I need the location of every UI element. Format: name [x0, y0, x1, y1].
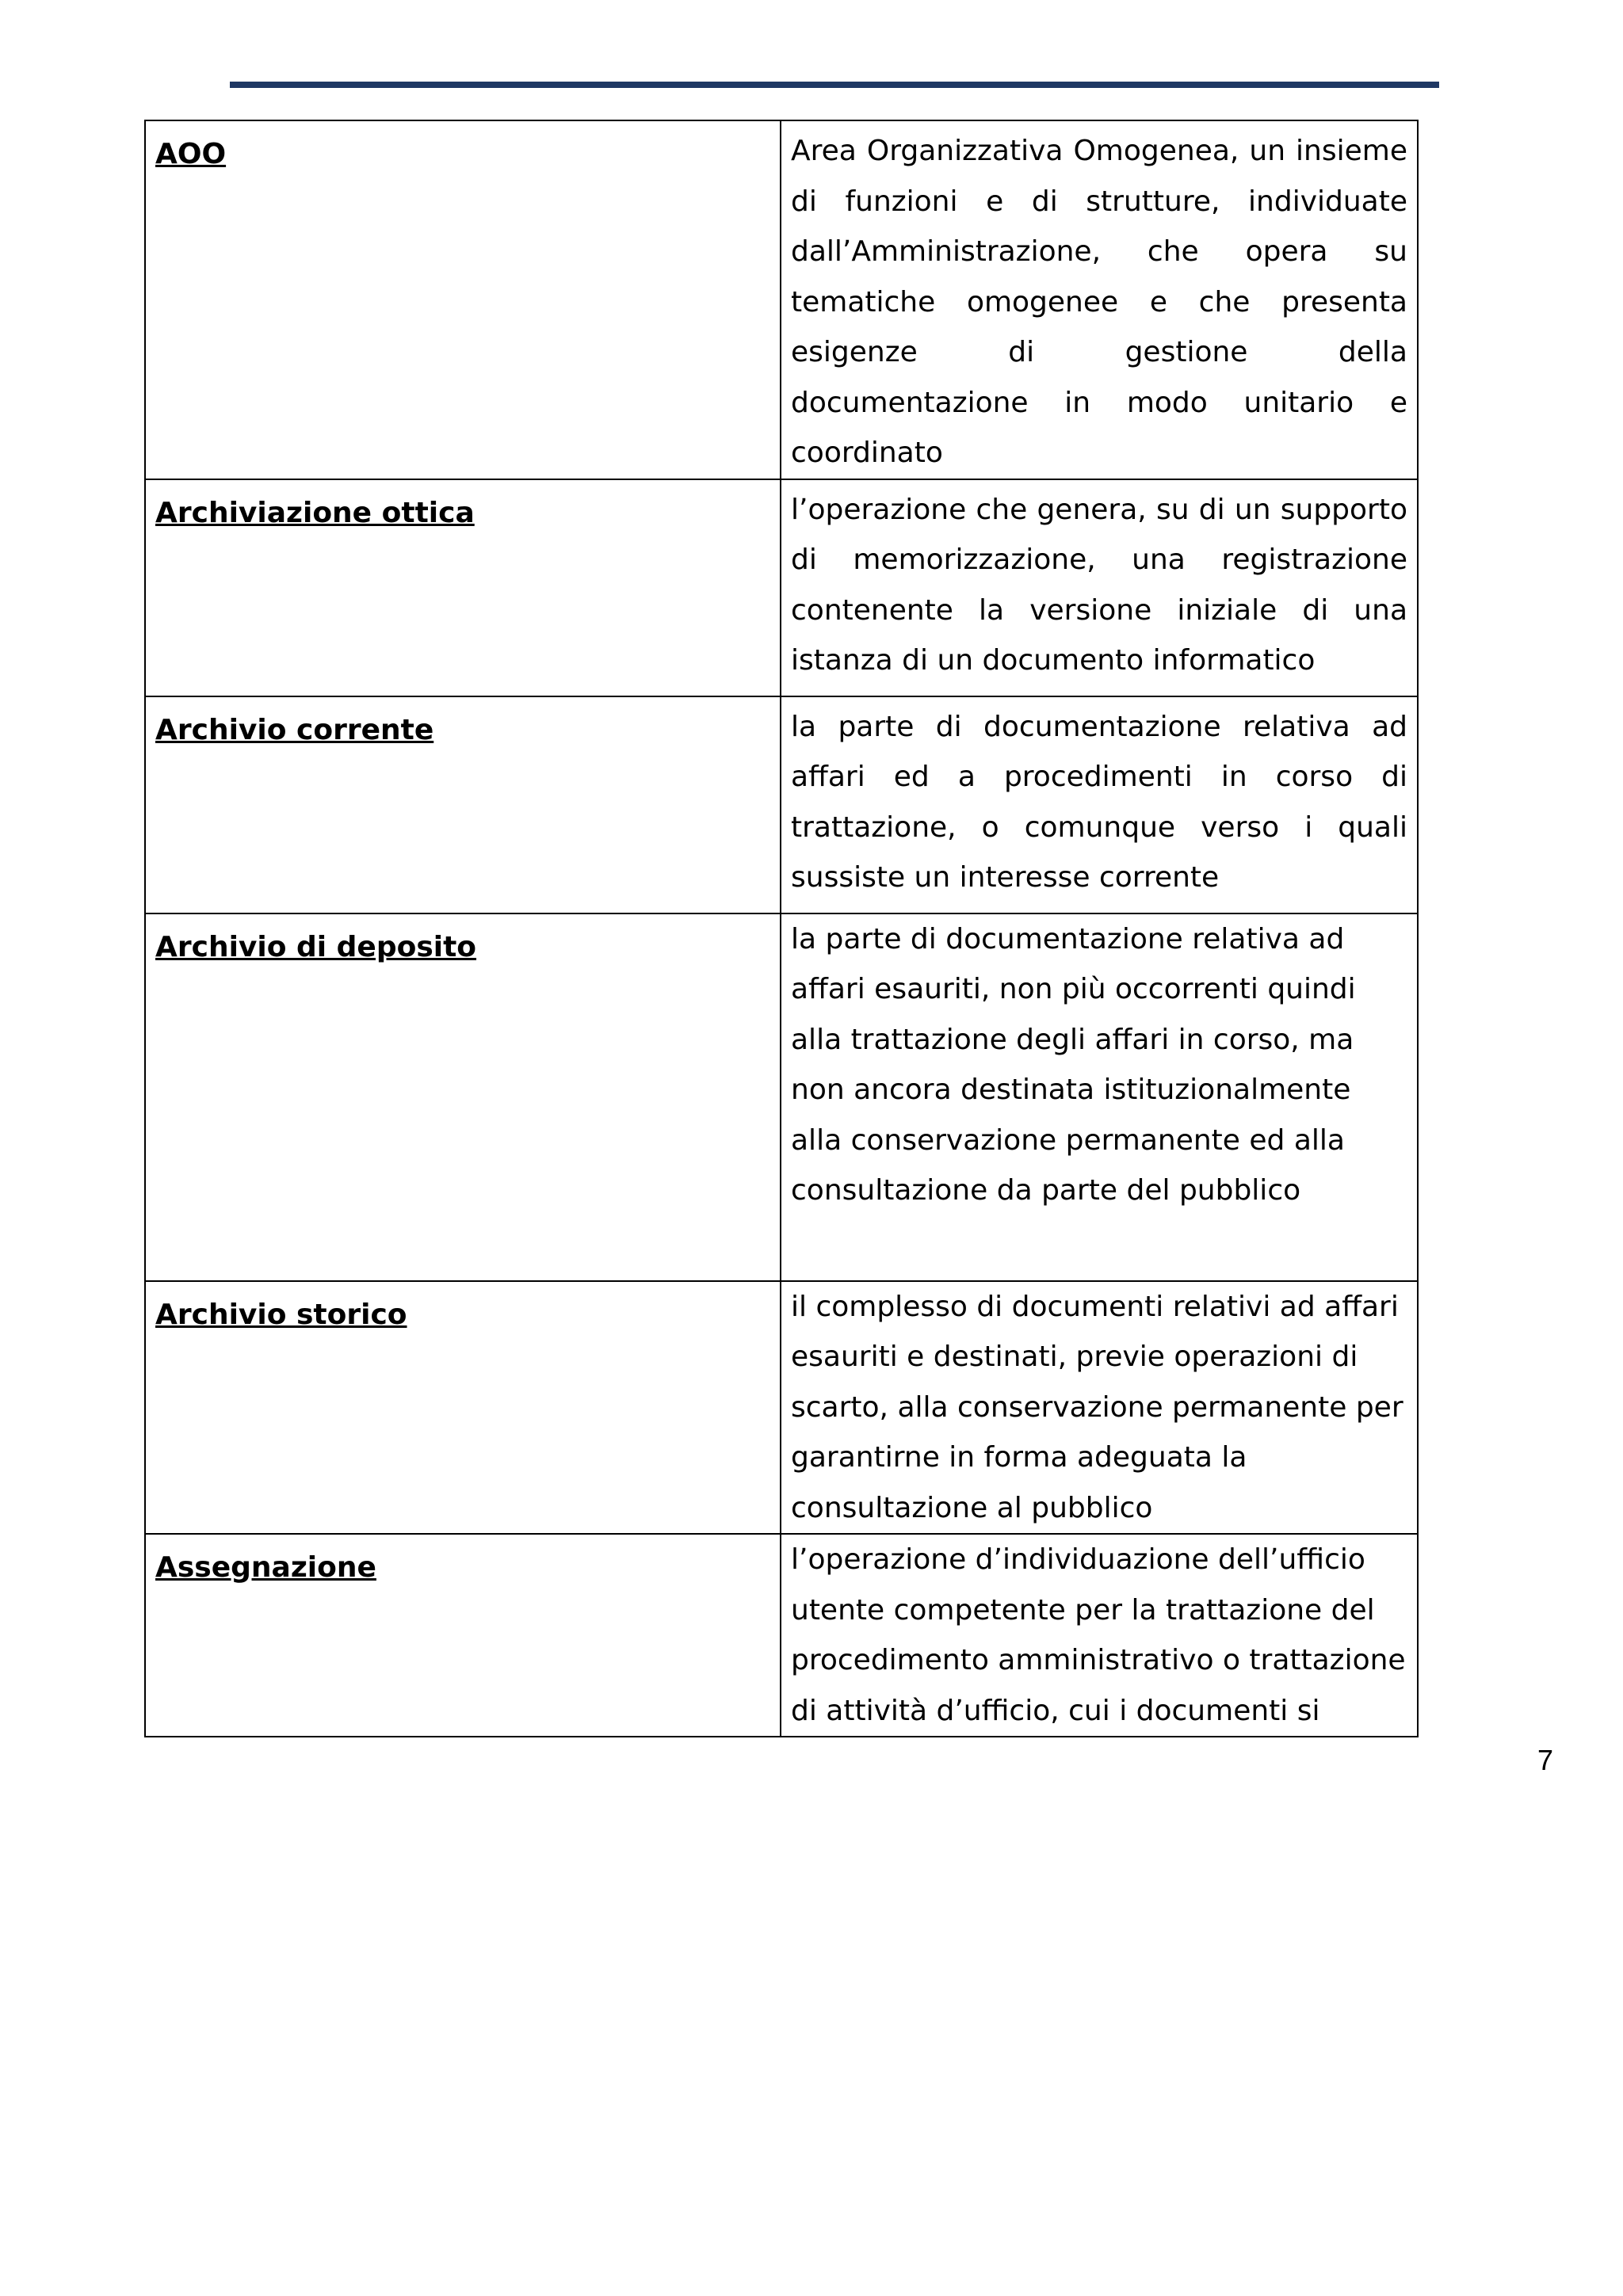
definition-cell — [781, 1281, 1418, 1535]
term-cell — [145, 913, 781, 1281]
table-row — [145, 120, 1418, 479]
glossary-definition: la parte di documentazione relativa ad affari esauriti, non più occorrenti quindi alla trattazione degli affari in corso, ma non ancora destinata istituzionalmente alla conservazione permanente ed alla consultazione da parte del pubblico — [791, 922, 1356, 1207]
header-rule — [230, 82, 1439, 88]
definition-cell — [781, 120, 1418, 479]
glossary-term: Archivio di deposito — [155, 930, 477, 963]
glossary-definition: la parte di documentazione relativa ad affari ed a procedimenti in corso di trattazione, o comunque verso i quali sussiste un interesse corrente — [791, 710, 1407, 894]
glossary-definition: l’operazione d’individuazione dell’ufficio utente competente per la trattazione del procedimento amministrativo o trattazione di attività d’ufficio, cui i documenti si — [791, 1543, 1406, 1727]
term-cell — [145, 1281, 781, 1535]
glossary-term: Archivio corrente — [155, 713, 434, 746]
table-row — [145, 696, 1418, 913]
definition-cell — [781, 913, 1418, 1281]
glossary-term: Archivio storico — [155, 1298, 407, 1331]
glossary-table — [144, 120, 1419, 1737]
definition-cell — [781, 696, 1418, 913]
definition-cell — [781, 479, 1418, 696]
definition-cell — [781, 1534, 1418, 1737]
table-row — [145, 913, 1418, 1281]
table-row — [145, 1281, 1418, 1535]
glossary-term: AOO — [155, 138, 227, 170]
table-row — [145, 479, 1418, 696]
term-cell — [145, 120, 781, 479]
page-number: 7 — [1537, 1744, 1554, 1776]
term-cell — [145, 479, 781, 696]
table-row — [145, 1534, 1418, 1737]
glossary-term: Assegnazione — [155, 1551, 376, 1584]
glossary-definition: Area Organizzativa Omogenea, un insieme di funzioni e di strutture, individuate dall’Amministrazione, che opera su tematiche omogenee e che presenta esigenze di gestione della documentazione in modo unitario e coordinato — [791, 135, 1407, 469]
term-cell — [145, 1534, 781, 1737]
glossary-term: Archiviazione ottica — [155, 496, 475, 529]
glossary-definition: l’operazione che genera, su di un supporto di memorizzazione, una registrazione contenente la versione iniziale di una istanza di un documento informatico — [791, 493, 1407, 677]
glossary-definition: il complesso di documenti relativi ad affari esauriti e destinati, previe operazioni di scarto, alla conservazione permanente per garantirne in forma adeguata la consultazione al pubblico — [791, 1290, 1403, 1524]
term-cell — [145, 696, 781, 913]
